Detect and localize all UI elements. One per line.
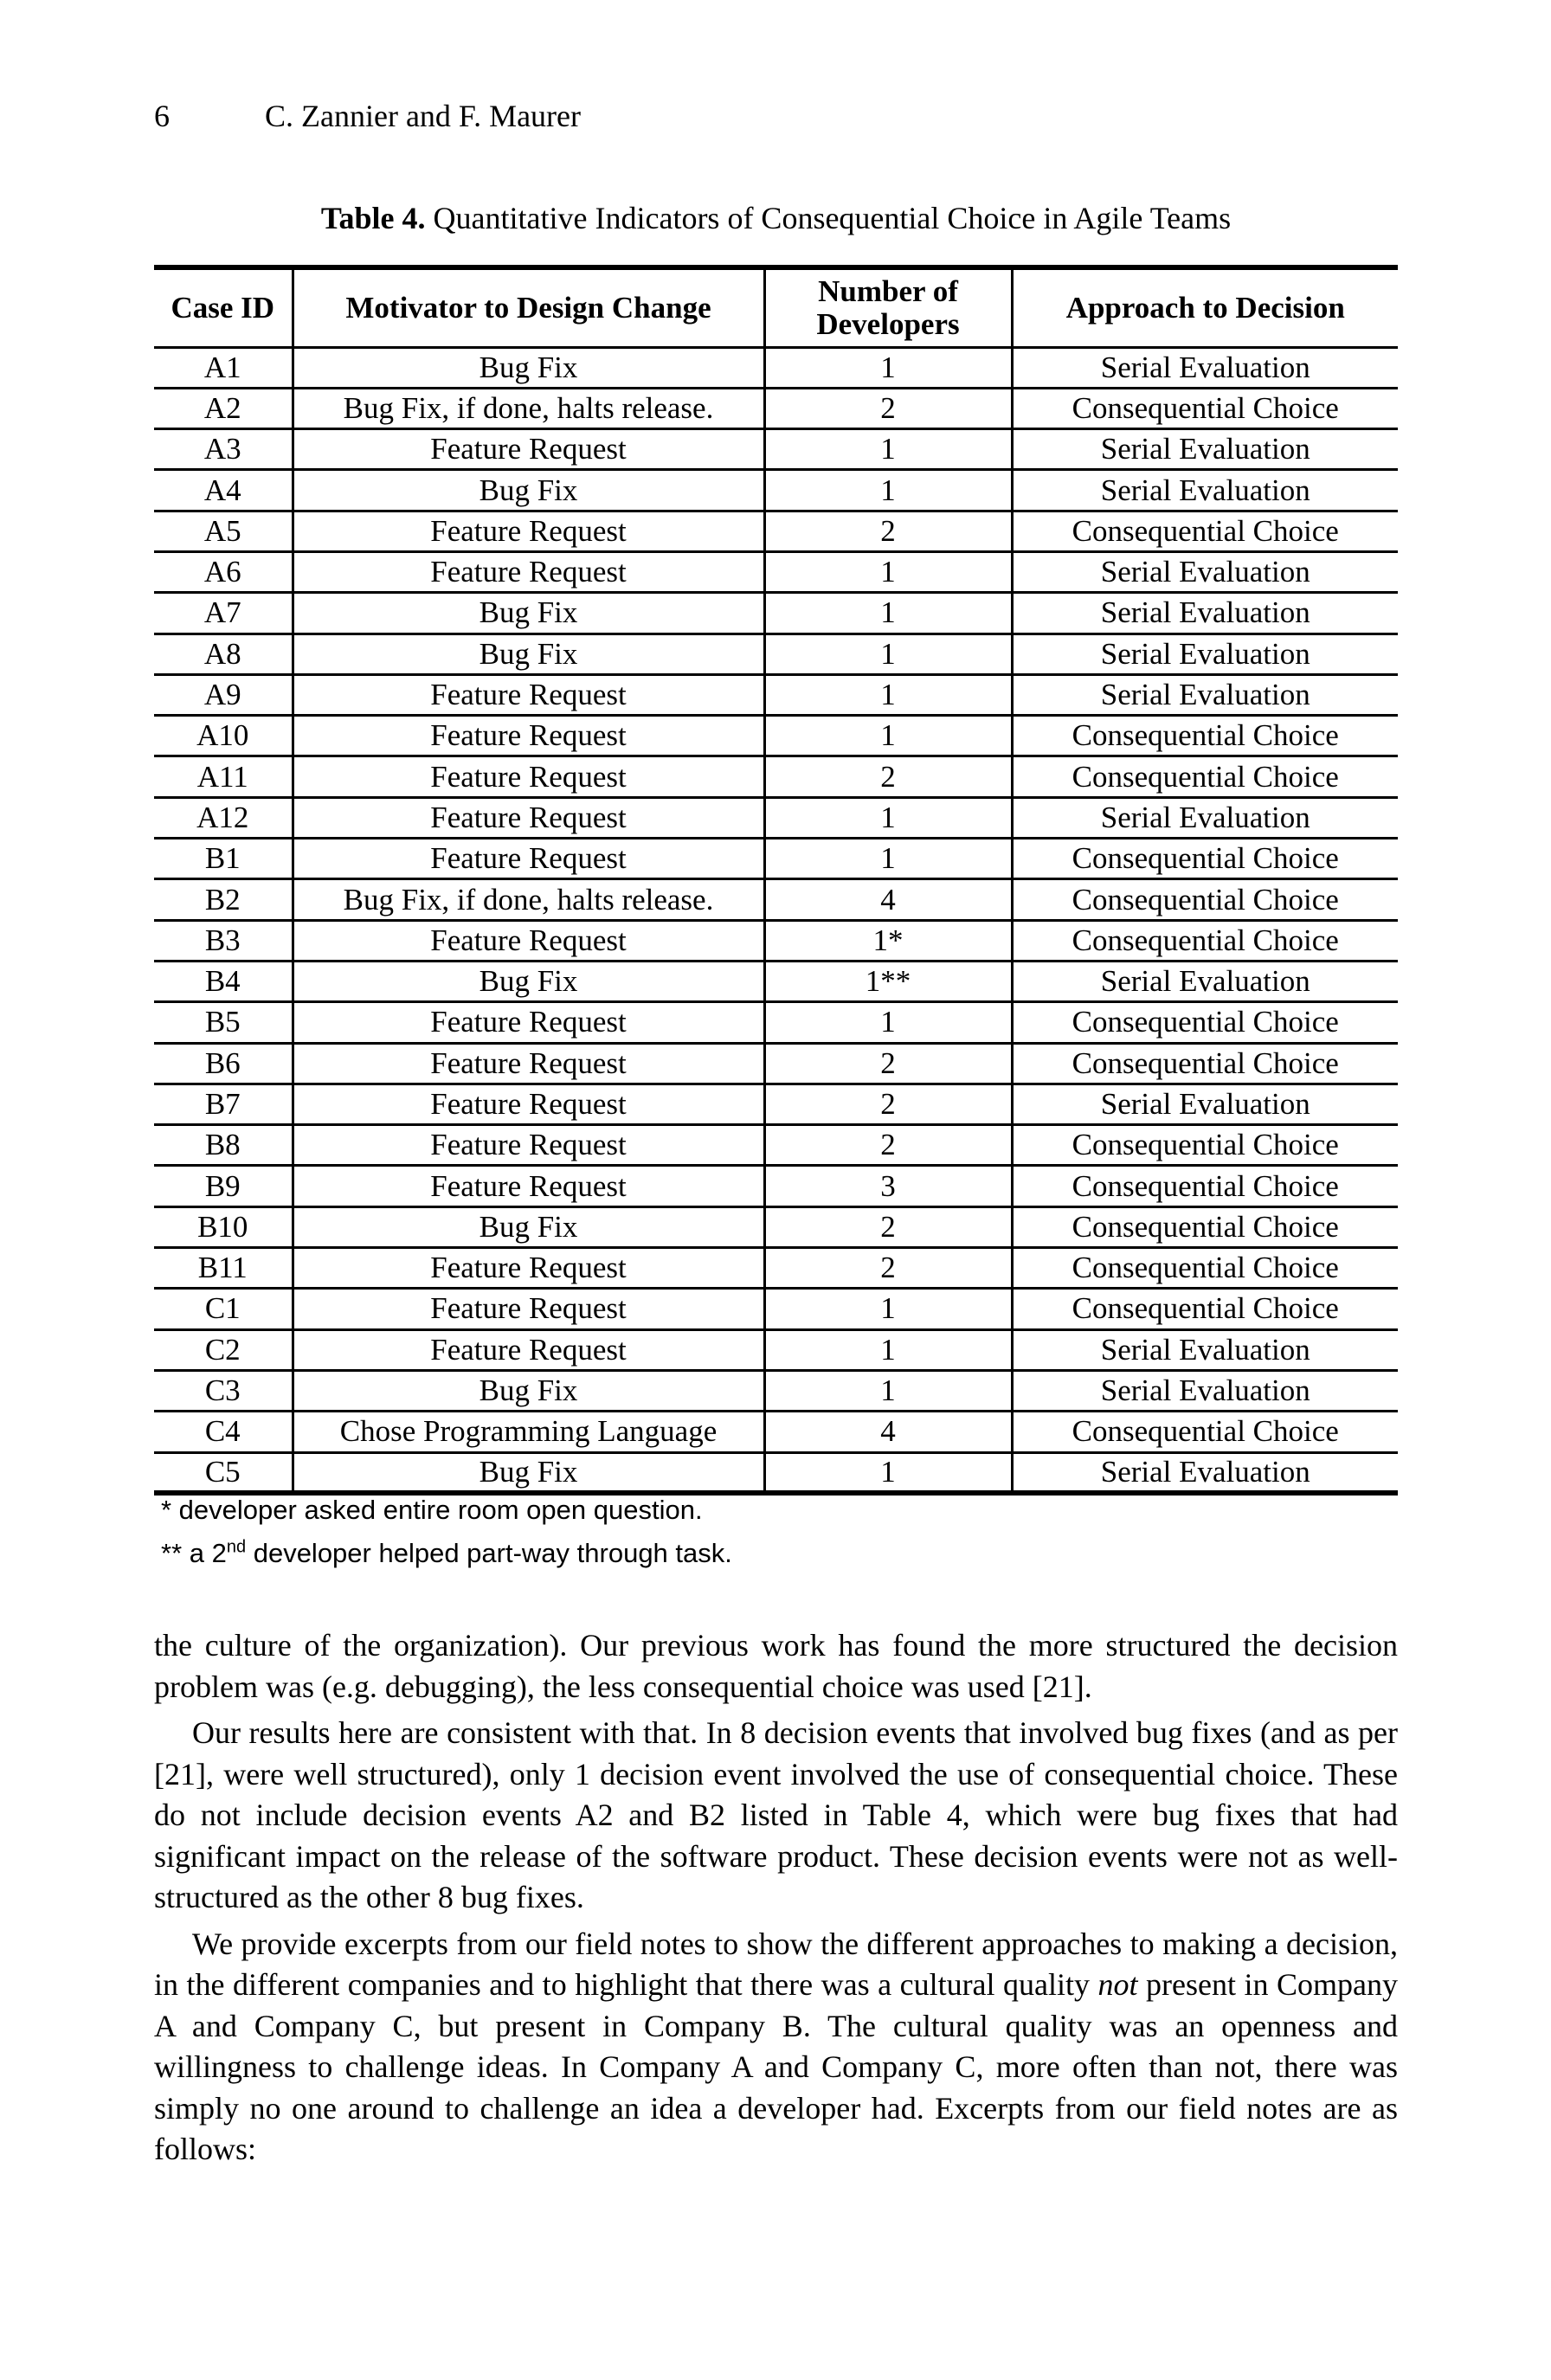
case-id-cell: A8 xyxy=(154,634,293,674)
motivator-cell: Feature Request xyxy=(293,511,764,551)
footnote-2 xyxy=(161,1532,732,1575)
motivator-cell: Feature Request xyxy=(293,429,764,470)
approach-cell: Serial Evaluation xyxy=(1012,470,1398,511)
case-id-cell: B6 xyxy=(154,1043,293,1084)
developers-cell: 1 xyxy=(764,1452,1012,1493)
paragraph-3-part-2: present in Company A and Company C, but present in Company B. The cultural quality was an openness and willingness to challenge ideas. In Company A and Company C, more often than not, there was simply no one around to challenge an idea a developer had. Excerpts from our field notes are as follows: xyxy=(154,1967,1398,2166)
case-id-cell: C2 xyxy=(154,1329,293,1370)
developers-cell: 1 xyxy=(764,716,1012,756)
approach-cell: Consequential Choice xyxy=(1012,716,1398,756)
column-header-number-of-developers xyxy=(764,267,1012,347)
paragraph-2: Our results here are consistent with that. In 8 decision events that involved bug fixes (and as per [21], were well structured), only 1 decision event involved the use of consequential choice. These do not include decision events A2 and B2 listed in Table 4, which were bug fixes that had significant impact on the release of the software product. These decision events were not as well-structured as the other 8 bug fixes. xyxy=(154,1715,1398,1914)
case-id-cell: A7 xyxy=(154,593,293,634)
table-row xyxy=(154,879,1398,920)
motivator-cell: Bug Fix xyxy=(293,1206,764,1247)
table-body xyxy=(154,347,1398,1493)
case-id-cell: A3 xyxy=(154,429,293,470)
approach-cell: Serial Evaluation xyxy=(1012,797,1398,838)
approach-cell: Consequential Choice xyxy=(1012,388,1398,428)
case-id-cell: A11 xyxy=(154,756,293,797)
developers-cell: 1 xyxy=(764,839,1012,879)
developers-cell: 2 xyxy=(764,1206,1012,1247)
table-header-row xyxy=(154,267,1398,347)
developers-cell: 4 xyxy=(764,879,1012,920)
table-row xyxy=(154,1248,1398,1289)
motivator-cell: Feature Request xyxy=(293,1166,764,1206)
body-text xyxy=(154,1625,1398,2176)
case-id-cell: C3 xyxy=(154,1370,293,1411)
motivator-cell: Bug Fix xyxy=(293,1452,764,1493)
table-row xyxy=(154,1002,1398,1043)
motivator-cell: Feature Request xyxy=(293,797,764,838)
case-id-cell: B7 xyxy=(154,1084,293,1124)
case-id-cell: B5 xyxy=(154,1002,293,1043)
case-id-cell: C1 xyxy=(154,1289,293,1329)
paragraph-3 xyxy=(154,1924,1398,2171)
approach-cell: Consequential Choice xyxy=(1012,920,1398,961)
approach-cell: Serial Evaluation xyxy=(1012,961,1398,1001)
developers-cell: 1 xyxy=(764,551,1012,592)
footnote-2-superscript: nd xyxy=(226,1537,247,1557)
case-id-cell: A6 xyxy=(154,551,293,592)
developers-cell: 1 xyxy=(764,674,1012,715)
table-row xyxy=(154,1412,1398,1452)
developers-cell: 1 xyxy=(764,797,1012,838)
table-caption-label: Table 4. xyxy=(320,201,426,235)
paragraph-1: the culture of the organization). Our previous work has found the more structured the decision problem was (e.g. debugging), the less consequential choice was used [21]. xyxy=(154,1628,1398,1704)
developers-cell: 1* xyxy=(764,920,1012,961)
motivator-cell: Feature Request xyxy=(293,1329,764,1370)
developers-cell: 2 xyxy=(764,1084,1012,1124)
approach-cell: Consequential Choice xyxy=(1012,1412,1398,1452)
table-row xyxy=(154,1206,1398,1247)
table-row xyxy=(154,716,1398,756)
approach-cell: Serial Evaluation xyxy=(1012,1452,1398,1493)
table-caption xyxy=(154,199,1398,237)
approach-cell: Consequential Choice xyxy=(1012,511,1398,551)
motivator-cell: Bug Fix xyxy=(293,634,764,674)
table-row xyxy=(154,961,1398,1001)
table-row xyxy=(154,1125,1398,1166)
approach-cell: Serial Evaluation xyxy=(1012,1370,1398,1411)
approach-cell: Consequential Choice xyxy=(1012,879,1398,920)
table-row xyxy=(154,1043,1398,1084)
table-caption-text: Quantitative Indicators of Consequential Choice in Agile Teams xyxy=(433,201,1232,235)
motivator-cell: Feature Request xyxy=(293,1289,764,1329)
motivator-cell: Bug Fix xyxy=(293,961,764,1001)
developers-cell: 1 xyxy=(764,634,1012,674)
case-id-cell: C4 xyxy=(154,1412,293,1452)
developers-cell: 1** xyxy=(764,961,1012,1001)
case-id-cell: A5 xyxy=(154,511,293,551)
developers-cell: 1 xyxy=(764,1329,1012,1370)
approach-cell: Serial Evaluation xyxy=(1012,634,1398,674)
table-row xyxy=(154,1289,1398,1329)
approach-cell: Serial Evaluation xyxy=(1012,347,1398,388)
motivator-cell: Bug Fix, if done, halts release. xyxy=(293,388,764,428)
footnote-2-suffix: developer helped part-way through task. xyxy=(246,1538,732,1568)
table-row xyxy=(154,1084,1398,1124)
table-row xyxy=(154,593,1398,634)
case-id-cell: C5 xyxy=(154,1452,293,1493)
table-row xyxy=(154,388,1398,428)
table-row xyxy=(154,511,1398,551)
case-id-cell: B9 xyxy=(154,1166,293,1206)
developers-cell: 1 xyxy=(764,1370,1012,1411)
motivator-cell: Feature Request xyxy=(293,920,764,961)
page-number: 6 xyxy=(154,99,170,133)
approach-cell: Consequential Choice xyxy=(1012,756,1398,797)
motivator-cell: Bug Fix xyxy=(293,593,764,634)
developers-cell: 1 xyxy=(764,470,1012,511)
table-row xyxy=(154,839,1398,879)
developers-cell: 2 xyxy=(764,1043,1012,1084)
motivator-cell: Feature Request xyxy=(293,1248,764,1289)
table-row xyxy=(154,756,1398,797)
developers-cell: 1 xyxy=(764,429,1012,470)
table-footnotes xyxy=(161,1489,732,1575)
developers-cell: 2 xyxy=(764,756,1012,797)
table-row xyxy=(154,347,1398,388)
column-header-case-id: Case ID xyxy=(154,267,293,347)
approach-cell: Consequential Choice xyxy=(1012,1248,1398,1289)
paragraph-3-part-1: We provide excerpts from our field notes to show the different approaches to making a decision, in the different companies and to highlight that there was a cultural quality xyxy=(154,1926,1398,2002)
case-id-cell: A12 xyxy=(154,797,293,838)
approach-cell: Consequential Choice xyxy=(1012,1043,1398,1084)
motivator-cell: Feature Request xyxy=(293,756,764,797)
developers-cell: 1 xyxy=(764,1289,1012,1329)
case-id-cell: B10 xyxy=(154,1206,293,1247)
decision-table xyxy=(154,265,1398,1496)
developers-cell: 1 xyxy=(764,1002,1012,1043)
motivator-cell: Feature Request xyxy=(293,674,764,715)
developers-cell: 2 xyxy=(764,1125,1012,1166)
motivator-cell: Chose Programming Language xyxy=(293,1412,764,1452)
motivator-cell: Bug Fix xyxy=(293,470,764,511)
table-row xyxy=(154,674,1398,715)
footnote-2-prefix: ** a 2 xyxy=(161,1538,227,1568)
developers-cell: 2 xyxy=(764,511,1012,551)
column-header-motivator: Motivator to Design Change xyxy=(293,267,764,347)
case-id-cell: A2 xyxy=(154,388,293,428)
motivator-cell: Feature Request xyxy=(293,1125,764,1166)
approach-cell: Consequential Choice xyxy=(1012,1125,1398,1166)
column-header-approach: Approach to Decision xyxy=(1012,267,1398,347)
case-id-cell: B1 xyxy=(154,839,293,879)
case-id-cell: A10 xyxy=(154,716,293,756)
table-row xyxy=(154,920,1398,961)
table-row xyxy=(154,797,1398,838)
motivator-cell: Bug Fix xyxy=(293,1370,764,1411)
case-id-cell: B11 xyxy=(154,1248,293,1289)
approach-cell: Serial Evaluation xyxy=(1012,593,1398,634)
approach-cell: Consequential Choice xyxy=(1012,1166,1398,1206)
motivator-cell: Feature Request xyxy=(293,551,764,592)
case-id-cell: A1 xyxy=(154,347,293,388)
motivator-cell: Feature Request xyxy=(293,1043,764,1084)
table-row xyxy=(154,1329,1398,1370)
running-head xyxy=(154,97,581,135)
motivator-cell: Feature Request xyxy=(293,716,764,756)
footnote-1: * developer asked entire room open question. xyxy=(161,1495,703,1525)
approach-cell: Serial Evaluation xyxy=(1012,1329,1398,1370)
table-row xyxy=(154,429,1398,470)
case-id-cell: A9 xyxy=(154,674,293,715)
developers-cell: 3 xyxy=(764,1166,1012,1206)
case-id-cell: A4 xyxy=(154,470,293,511)
approach-cell: Consequential Choice xyxy=(1012,1289,1398,1329)
table-row xyxy=(154,470,1398,511)
approach-cell: Consequential Choice xyxy=(1012,839,1398,879)
approach-cell: Serial Evaluation xyxy=(1012,1084,1398,1124)
motivator-cell: Feature Request xyxy=(293,1084,764,1124)
motivator-cell: Bug Fix xyxy=(293,347,764,388)
table-row xyxy=(154,1166,1398,1206)
approach-cell: Serial Evaluation xyxy=(1012,429,1398,470)
motivator-cell: Feature Request xyxy=(293,1002,764,1043)
table-row xyxy=(154,634,1398,674)
developers-cell: 2 xyxy=(764,1248,1012,1289)
approach-cell: Serial Evaluation xyxy=(1012,674,1398,715)
developers-cell: 1 xyxy=(764,347,1012,388)
motivator-cell: Bug Fix, if done, halts release. xyxy=(293,879,764,920)
case-id-cell: B3 xyxy=(154,920,293,961)
approach-cell: Serial Evaluation xyxy=(1012,551,1398,592)
case-id-cell: B8 xyxy=(154,1125,293,1166)
case-id-cell: B2 xyxy=(154,879,293,920)
table-row xyxy=(154,1452,1398,1493)
paragraph-3-emphasis: not xyxy=(1097,1967,1138,2002)
developers-cell: 1 xyxy=(764,593,1012,634)
table-row xyxy=(154,1370,1398,1411)
column-header-number-of-developers-text: Number of Developers xyxy=(816,273,960,341)
motivator-cell: Feature Request xyxy=(293,839,764,879)
developers-cell: 4 xyxy=(764,1412,1012,1452)
case-id-cell: B4 xyxy=(154,961,293,1001)
running-head-authors: C. Zannier and F. Maurer xyxy=(265,99,582,133)
developers-cell: 2 xyxy=(764,388,1012,428)
table-row xyxy=(154,551,1398,592)
approach-cell: Consequential Choice xyxy=(1012,1002,1398,1043)
approach-cell: Consequential Choice xyxy=(1012,1206,1398,1247)
